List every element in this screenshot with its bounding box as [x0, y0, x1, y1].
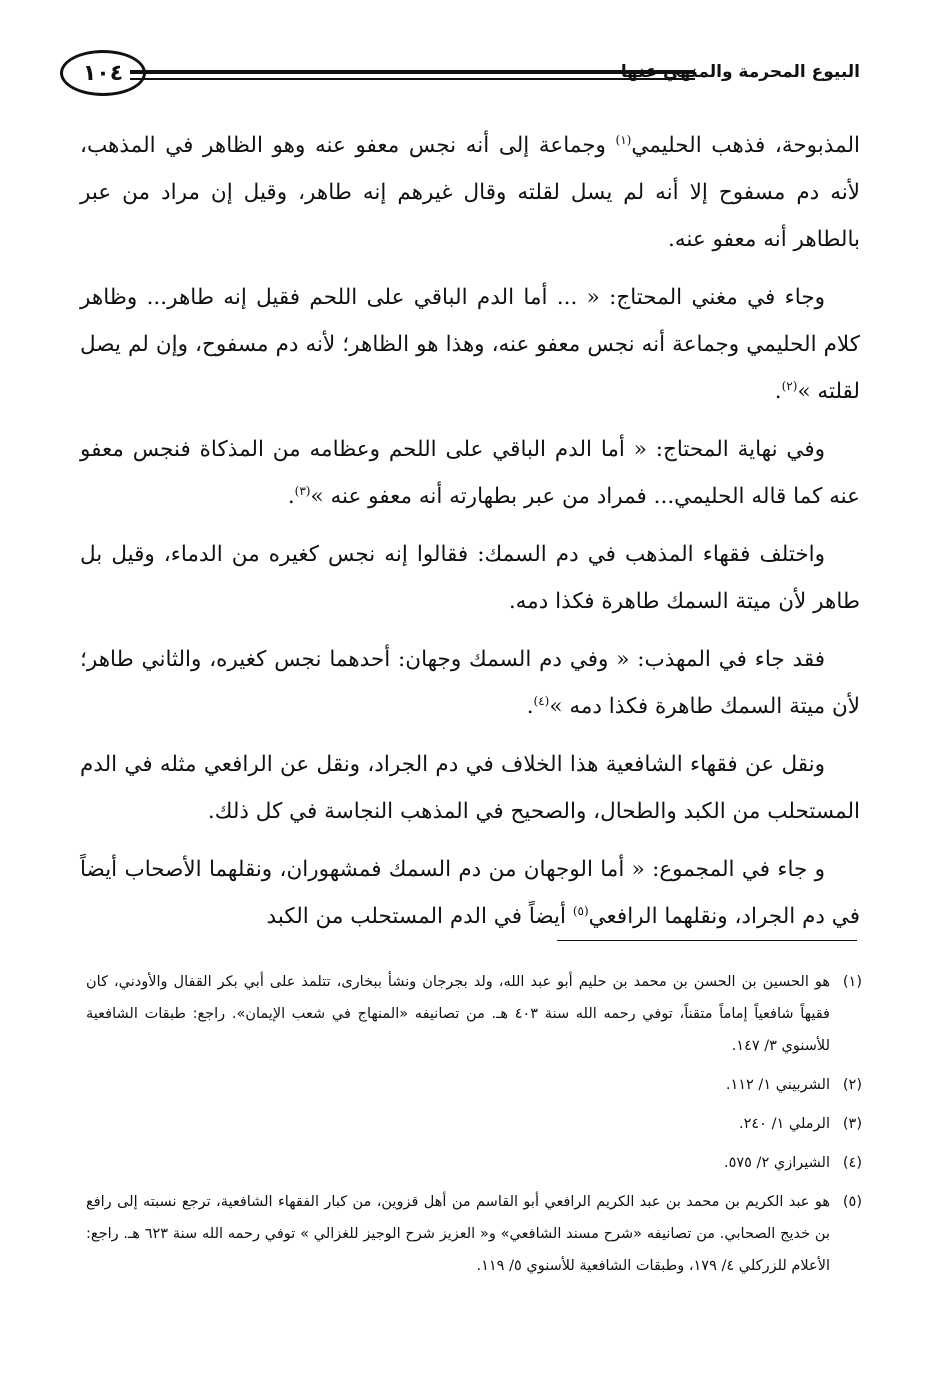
paragraph-3: [80, 426, 860, 520]
footnote-ref-1: (١): [615, 132, 632, 147]
paragraph-1-text-a: المذبوحة، فذهب الحليمي: [631, 133, 860, 158]
paragraph-7: [80, 846, 860, 940]
paragraph-5-text: فقد جاء في المهذب: « وفي دم السمك وجهان: أحدهما نجس كغيره، والثاني طاهر؛ لأن ميتة السمك طاهرة فكذا دمه »: [80, 647, 860, 719]
paragraph-2-end: .: [774, 379, 782, 404]
paragraph-3-end: .: [287, 484, 295, 509]
footnote-text: الشربيني ١/ ١١٢.: [725, 1077, 830, 1093]
footnote-number: (١): [842, 974, 862, 990]
header-rule-thin: [130, 78, 695, 80]
paragraph-1: [80, 122, 860, 263]
footnote-number: (٣): [842, 1116, 862, 1132]
footnote-text: الرملي ١/ ٢٤٠.: [739, 1116, 830, 1132]
paragraph-2: [80, 274, 860, 415]
paragraph-3-text: وفي نهاية المحتاج: « أما الدم الباقي على اللحم وعظامه من المذكاة فنجس معفو عنه كما قاله الحليمي... فمراد من عبر بطهارته أنه معفو عنه »: [80, 437, 860, 509]
paragraph-5: [80, 636, 860, 730]
paragraph-5-end: .: [526, 694, 534, 719]
footnote-number: (٥): [842, 1194, 862, 1210]
footnote-ref-2: (٢): [781, 378, 798, 393]
footnote-number: (٤): [842, 1155, 862, 1171]
footnote-5: [86, 1186, 862, 1282]
footnote-number: (٢): [842, 1077, 862, 1093]
page-number: ١٠٤: [60, 50, 146, 96]
running-title: البيوع المحرمة والمنهي عنها: [620, 62, 860, 82]
paragraph-2-text: وجاء في مغني المحتاج: « ... أما الدم الباقي على اللحم فقيل إنه طاهر... وظاهر كلام الحليمي وجماعة أنه نجس معفو عنه، وهذا هو الظاهر؛ لأنه دم مسفوح، وإن لم يصل لقلته »: [80, 285, 860, 404]
footnote-ref-3: (٣): [294, 483, 311, 498]
paragraph-1-text-b: وجماعة إلى أنه نجس معفو عنه وهو الظاهر في المذهب، لأنه دم مسفوح إلا أنه لم يسل لقلته وقال غيرهم إنه طاهر، وقيل إن مراد من عبر بالطاهر أنه معفو عنه.: [80, 133, 860, 252]
footnote-2: [86, 1069, 862, 1101]
paragraph-6: ونقل عن فقهاء الشافعية هذا الخلاف في دم الجراد، ونقل عن الرافعي مثله في الدم المستحلب من الكبد والطحال، والصحيح في المذهب النجاسة في كل ذلك.: [80, 752, 860, 824]
footnote-ref-4: (٤): [533, 693, 550, 708]
header-rule: [130, 70, 695, 80]
footnote-ref-5: (٥): [572, 903, 589, 918]
paragraph-7-text-b: أيضاً في الدم المستحلب من الكبد: [266, 904, 573, 929]
main-text: [80, 122, 860, 951]
footnote-1: [86, 966, 862, 1062]
footnote-text: الشيرازي ٢/ ٥٧٥.: [723, 1155, 830, 1171]
footnote-separator: [557, 940, 857, 941]
page-header: [60, 50, 860, 110]
header-rule-thick: [130, 70, 695, 74]
footnote-3: [86, 1108, 862, 1140]
paragraph-7-text-a: و جاء في المجموع: « أما الوجهان من دم السمك فمشهوران، ونقلهما الأصحاب أيضاً في دم الجراد، ونقلهما الرافعي: [80, 857, 860, 929]
footnote-text: هو عبد الكريم بن محمد بن عبد الكريم الرافعي أبو القاسم من أهل قزوين، من كبار الفقهاء الشافعية، ترجع نسبته إلى رافع بن خديج الصحابي. من تصانيفه «شرح مسند الشافعي» و« العزيز شرح الوجيز للغزالي » توفي رحمه الله سنة ٦٢٣ هـ. راجع: الأعلام للزركلي ٤/ ١٧٩، وطبقات الشافعية للأسنوي ٥/ ١١٩.: [86, 1194, 830, 1274]
footnote-4: [86, 1147, 862, 1179]
footnotes: [86, 966, 862, 1289]
paragraph-4: واختلف فقهاء المذهب في دم السمك: فقالوا إنه نجس كغيره من الدماء، وقيل بل طاهر لأن ميتة السمك طاهرة فكذا دمه.: [80, 542, 860, 614]
footnote-text: هو الحسين بن الحسن بن محمد بن حليم أبو عبد الله، ولد بجرجان ونشأ ببخارى، تتلمذ على أبي بكر القفال والأودني، كان فقيهاً شافعياً إماماً متقناً، توفي رحمه الله سنة ٤٠٣ هـ. من تصانيفه «المنهاج في شعب الإيمان». راجع: طبقات الشافعية للأسنوي ٣/ ١٤٧.: [86, 974, 830, 1054]
